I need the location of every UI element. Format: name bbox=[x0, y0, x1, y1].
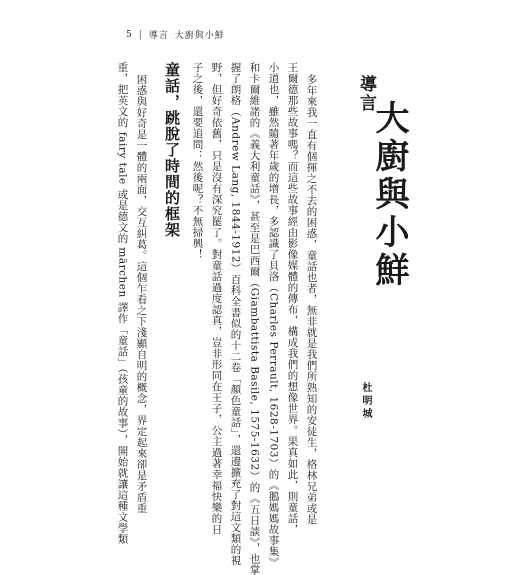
paragraph-line: 野，但好奇依舊，只是沒有深究罷了。對童話過度認真，豈非形同在王子，公主過著幸福快樂的日 bbox=[210, 62, 223, 535]
paragraph-line: 子之後，還要追問：然後呢？不無掃興！ bbox=[191, 62, 204, 260]
header-section: 導言 bbox=[148, 31, 169, 41]
paragraph-line: 困惑與好奇是一體的兩面，交互糾葛。這個乍看之下淺顯自明的概念，界定起來卻是矛盾重 bbox=[135, 74, 148, 514]
author-name: 杜明城 bbox=[360, 382, 371, 421]
chapter-title: 大廚與小鮮 bbox=[369, 100, 409, 290]
page-number: 5 bbox=[126, 29, 133, 40]
header-chapter: 大廚與小鮮 bbox=[174, 31, 225, 41]
paragraph-line: 王爾德那些故事嗎？而這些故事經由影像媒體的傳布，構成我們的想像世界。果真如此，則童話， bbox=[286, 62, 299, 535]
header-separator: | bbox=[138, 29, 143, 40]
paragraph-line: 小道也，雖然隨著年歲的增長，多認識了貝洛（Charles Perrault, 1628-1703）的《鵝媽媽故事集》 bbox=[267, 62, 280, 568]
running-header bbox=[126, 28, 225, 41]
chapter-label: 導言 bbox=[356, 75, 376, 113]
paragraph-line: 多年來我一直有個揮之不去的困惑，童話也者，無非就是我們所熟知的安徒生，格林兄弟或是 bbox=[305, 74, 318, 525]
paragraph-line: 和卡爾維諾的《義大利童話》，甚至是巴西爾（Giambattista Basile, 1575-1632）的《五日談》，也掌 bbox=[248, 62, 261, 575]
section-heading: 童話，跳脫了時間的框架 bbox=[163, 62, 181, 238]
paragraph-line: 重，把英文的 fairy tale 或是德文的 märchen 譯作「童話」（孩童的故事），開始就讓這種文學類 bbox=[116, 62, 129, 545]
paragraph-line: 握了朗格（Andrew Lang, 1844-1912）百科全書似的十二卷「顏色童話」，還邊擴充了對這文類的視 bbox=[229, 62, 242, 566]
